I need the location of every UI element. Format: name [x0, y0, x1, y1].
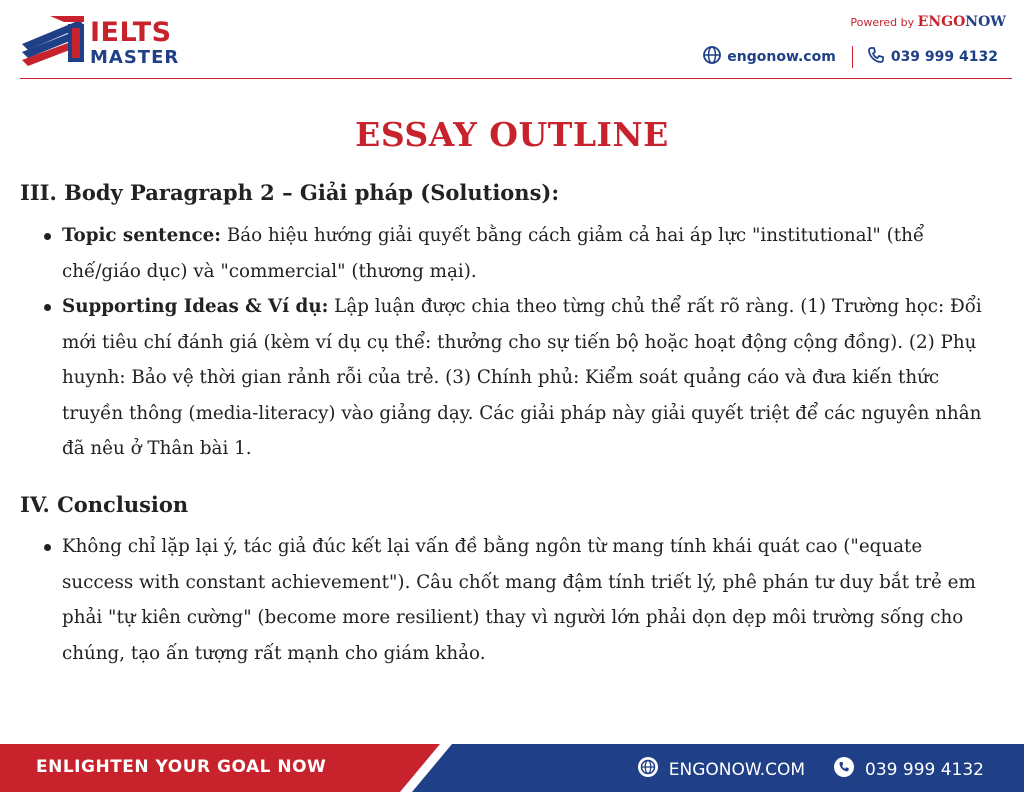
footer-slogan: ENLIGHTEN YOUR GOAL NOW	[36, 757, 327, 777]
item-text: Báo hiệu hướng giải quyết bằng cách giảm cả hai áp lực "institutional" (thể chế/giáo dục) và "commercial" (thương mại).	[62, 225, 925, 282]
list-item-conclusion	[38, 529, 998, 671]
powered-brand-b: NOW	[965, 14, 1006, 30]
header-rule	[20, 78, 1012, 79]
header-phone-link[interactable]: 039 999 4132	[890, 49, 998, 65]
bullet-icon	[44, 544, 51, 551]
ielts-master-logo[interactable]	[20, 14, 200, 72]
item-text: Lập luận được chia theo từng chủ thể rất rõ ràng. (1) Trường học: Đổi mới tiêu chí đánh giá (kèm ví dụ cụ thể: thưởng cho sự tiến bộ hoặc hoạt động cộng đồng). (2) Phụ huynh: Bảo vệ thời gian rảnh rỗi của trẻ. (3) Chính phủ: Kiểm soát quảng cáo và đưa kiến thức truyền thông (media-literacy) vào giảng dạy. Các giải pháp này giải quyết triệt để các nguyên nhân đã nêu ở Thân bài 1.	[62, 296, 982, 459]
powered-by	[850, 14, 1006, 30]
list-item-supporting-ideas	[38, 289, 998, 467]
phone-icon	[867, 46, 885, 68]
page-header	[0, 0, 1024, 80]
book-stripes-logo-icon	[20, 14, 86, 66]
section-heading-conclusion: IV. Conclusion	[20, 492, 189, 517]
section-heading-body-2: III. Body Paragraph 2 – Giải pháp (Solutions):	[20, 180, 560, 205]
section-list-conclusion	[38, 529, 998, 671]
bullet-icon	[44, 304, 51, 311]
item-label: Topic sentence:	[62, 225, 222, 246]
header-contact	[703, 46, 998, 68]
list-item-topic-sentence	[38, 218, 998, 289]
header-website-link[interactable]: engonow.com	[727, 49, 836, 65]
globe-icon	[703, 46, 721, 68]
powered-brand-a: ENGO	[917, 14, 966, 30]
footer-website-link[interactable]: ENGONOW.COM	[668, 759, 806, 780]
section-list-body-2	[38, 218, 998, 467]
item-label: Supporting Ideas & Ví dụ:	[62, 296, 329, 317]
footer-phone-link[interactable]: 039 999 4132	[865, 759, 984, 780]
item-text: Không chỉ lặp lại ý, tác giả đúc kết lại vấn đề bằng ngôn từ mang tính khái quát cao ("equate success with constant achievement"). Câu chốt mang đậm tính triết lý, phê phán tư duy bắt trẻ em phải "tự kiên cường" (become more resilient) thay vì người lớn phải dọn dẹp môi trường sống cho chúng, tạo ấn tượng rất mạnh cho giám khảo.	[62, 536, 976, 664]
footer-contact	[637, 756, 984, 783]
logo-title: IELTS	[90, 17, 172, 48]
header-divider	[852, 46, 853, 68]
page-footer	[0, 744, 1024, 792]
page-title: ESSAY OUTLINE	[355, 115, 669, 154]
phone-icon	[833, 756, 855, 783]
bullet-icon	[44, 233, 51, 240]
powered-prefix: Powered by	[850, 16, 915, 29]
logo-subtitle: MASTER	[90, 47, 180, 68]
globe-icon	[637, 756, 659, 783]
